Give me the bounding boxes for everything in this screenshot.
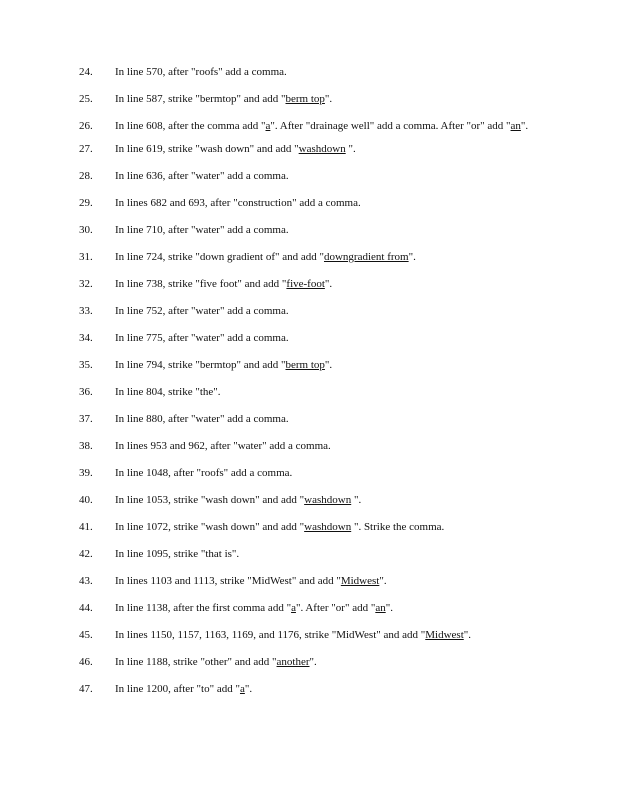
list-item xyxy=(79,575,549,588)
underlined-insertion: berm top xyxy=(285,359,325,371)
text-segment: ". xyxy=(345,143,356,155)
item-number: 31. xyxy=(79,251,93,263)
item-text xyxy=(115,359,549,372)
text-segment: ". Strike the comma. xyxy=(351,521,445,533)
item-text xyxy=(115,305,549,318)
item-number: 43. xyxy=(79,575,93,587)
item-text xyxy=(115,278,549,291)
item-number: 32. xyxy=(79,278,93,290)
text-segment: In line 775, after "water" add a comma. xyxy=(115,332,289,344)
list-item xyxy=(79,278,549,291)
item-number: 29. xyxy=(79,197,93,209)
underlined-insertion: an xyxy=(375,602,386,614)
text-segment: In line 1188, strike "other" and add " xyxy=(115,656,277,668)
item-text xyxy=(115,440,549,453)
underlined-insertion: a xyxy=(265,120,271,132)
item-number: 33. xyxy=(79,305,93,317)
item-text xyxy=(115,413,549,426)
list-item xyxy=(79,467,549,480)
item-number: 26. xyxy=(79,120,93,132)
list-item xyxy=(79,224,549,237)
text-segment: In line 1200, after "to" add " xyxy=(115,683,240,695)
text-segment: ". xyxy=(385,602,393,614)
item-text xyxy=(115,197,549,210)
item-text xyxy=(115,143,549,156)
list-item xyxy=(79,120,549,133)
list-item xyxy=(79,413,549,426)
item-number: 38. xyxy=(79,440,93,452)
list-item xyxy=(79,359,549,372)
item-text xyxy=(115,629,549,642)
text-segment: In line 619, strike "wash down" and add " xyxy=(115,143,299,155)
text-segment: In line 1095, strike "that is". xyxy=(115,548,240,560)
text-segment: In line 587, strike "bermtop" and add " xyxy=(115,93,286,105)
item-number: 41. xyxy=(79,521,93,533)
text-segment: In line 608, after the comma add " xyxy=(115,120,266,132)
item-text xyxy=(115,656,549,669)
list-item xyxy=(79,440,549,453)
underlined-insertion: Midwest xyxy=(425,629,464,641)
item-text xyxy=(115,251,549,264)
item-text xyxy=(115,120,549,133)
item-number: 25. xyxy=(79,93,93,105)
text-segment: In lines 953 and 962, after "water" add a comma. xyxy=(115,440,331,452)
underlined-insertion: washdown xyxy=(298,143,346,155)
list-item xyxy=(79,332,549,345)
item-number: 45. xyxy=(79,629,93,641)
text-segment: ". After "or" add " xyxy=(295,602,376,614)
list-item xyxy=(79,683,549,696)
item-text xyxy=(115,386,549,399)
list-item xyxy=(79,386,549,399)
text-segment: ". xyxy=(244,683,253,695)
item-text xyxy=(115,224,549,237)
underlined-insertion: a xyxy=(291,602,296,614)
text-segment: In line 1053, strike "wash down" and add " xyxy=(115,494,305,506)
item-text xyxy=(115,170,549,183)
item-number: 35. xyxy=(79,359,93,371)
text-segment: In line 794, strike "bermtop" and add " xyxy=(115,359,286,371)
text-segment: In line 1138, after the first comma add " xyxy=(115,602,292,614)
underlined-insertion: Midwest xyxy=(340,575,380,587)
item-number: 42. xyxy=(79,548,93,560)
text-segment: In line 738, strike "five foot" and add " xyxy=(115,278,287,290)
text-segment: In lines 1103 and 1113, strike "MidWest" and add " xyxy=(115,575,341,587)
underlined-insertion: a xyxy=(239,683,245,695)
list-item xyxy=(79,93,549,106)
list-item xyxy=(79,66,549,79)
item-text xyxy=(115,66,549,79)
item-number: 30. xyxy=(79,224,93,236)
list-item xyxy=(79,521,549,534)
list-item xyxy=(79,197,549,210)
item-number: 37. xyxy=(79,413,93,425)
underlined-insertion: an xyxy=(510,120,521,132)
item-number: 27. xyxy=(79,143,93,155)
text-segment: In lines 1150, 1157, 1163, 1169, and 1176, strike "MidWest" and add " xyxy=(115,629,426,641)
list-item xyxy=(79,656,549,669)
item-text xyxy=(115,602,549,615)
underlined-insertion: washdown xyxy=(304,494,352,506)
text-segment: ". After "drainage well" add a comma. After "or" add " xyxy=(270,120,511,132)
underlined-insertion: another xyxy=(276,656,310,668)
item-text xyxy=(115,683,549,696)
text-segment: In line 1048, after "roofs" add a comma. xyxy=(115,467,293,479)
text-segment: In line 880, after "water" add a comma. xyxy=(115,413,289,425)
item-number: 44. xyxy=(79,602,93,614)
item-text xyxy=(115,93,549,106)
text-segment: In lines 682 and 693, after "construction" add a comma. xyxy=(115,197,361,209)
underlined-insertion: downgradient from xyxy=(323,251,409,263)
list-item xyxy=(79,629,549,642)
text-segment: ". xyxy=(324,93,333,105)
list-item xyxy=(79,170,549,183)
underlined-insertion: washdown xyxy=(304,521,352,533)
underlined-insertion: five-foot xyxy=(286,278,325,290)
text-segment: In line 570, after "roofs" add a comma. xyxy=(115,66,287,78)
text-segment: In line 724, strike "down gradient of" and add " xyxy=(115,251,324,263)
text-segment: ". xyxy=(379,575,387,587)
item-text xyxy=(115,575,549,588)
item-number: 40. xyxy=(79,494,93,506)
text-segment: ". xyxy=(351,494,362,506)
item-number: 47. xyxy=(79,683,93,695)
list-item xyxy=(79,602,549,615)
list-item xyxy=(79,494,549,507)
underlined-insertion: berm top xyxy=(285,93,325,105)
item-text xyxy=(115,521,549,534)
item-text xyxy=(115,467,549,480)
item-text xyxy=(115,494,549,507)
item-number: 36. xyxy=(79,386,93,398)
text-segment: ". xyxy=(324,278,333,290)
item-number: 28. xyxy=(79,170,93,182)
text-segment: ". xyxy=(324,359,333,371)
item-number: 46. xyxy=(79,656,93,668)
text-segment: In line 636, after "water" add a comma. xyxy=(115,170,289,182)
item-number: 24. xyxy=(79,66,93,78)
list-item xyxy=(79,143,549,156)
item-number: 39. xyxy=(79,467,93,479)
text-segment: ". xyxy=(520,120,529,132)
text-segment: ". xyxy=(309,656,317,668)
text-segment: In line 804, strike "the". xyxy=(115,386,221,398)
list-item xyxy=(79,305,549,318)
text-segment: ". xyxy=(408,251,416,263)
item-text xyxy=(115,548,549,561)
text-segment: In line 710, after "water" add a comma. xyxy=(115,224,289,236)
item-text xyxy=(115,332,549,345)
list-item xyxy=(79,251,549,264)
item-number: 34. xyxy=(79,332,93,344)
list-item xyxy=(79,548,549,561)
amendment-list xyxy=(79,66,549,710)
text-segment: In line 1072, strike "wash down" and add " xyxy=(115,521,305,533)
text-segment: ". xyxy=(463,629,472,641)
text-segment: In line 752, after "water" add a comma. xyxy=(115,305,289,317)
